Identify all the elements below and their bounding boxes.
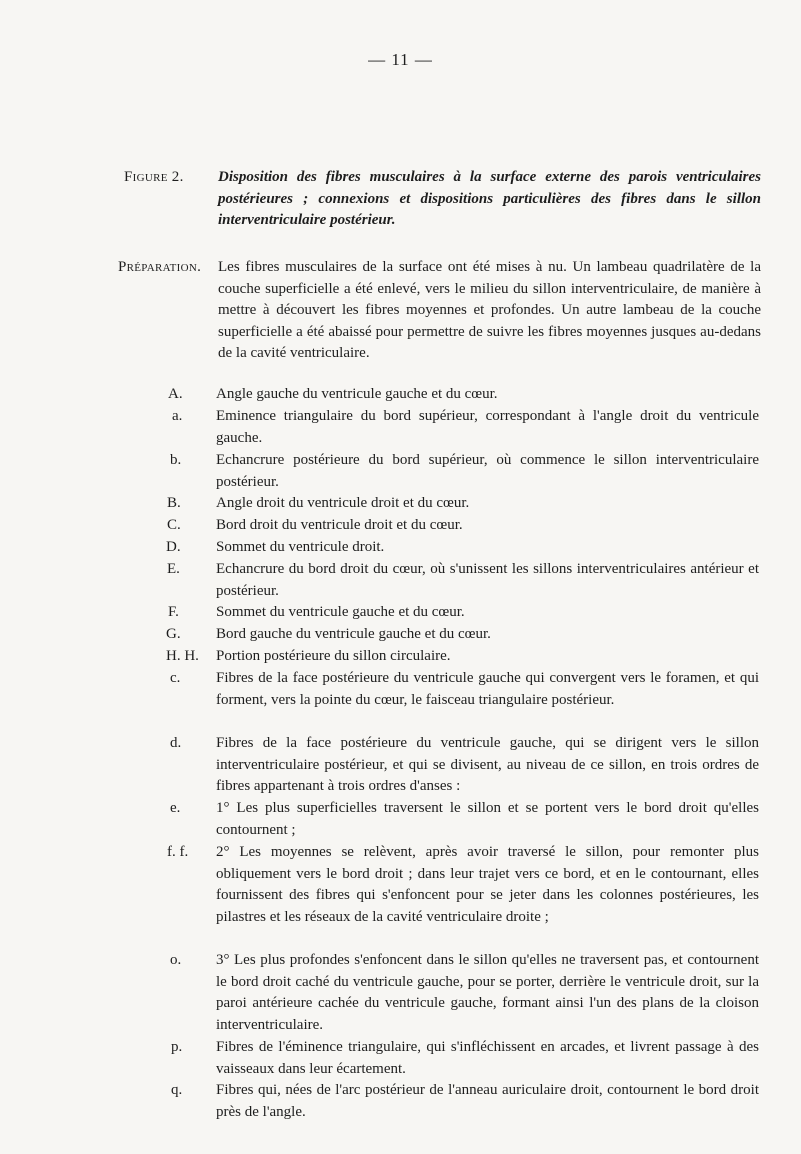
legend-text: Echancrure du bord droit du cœur, où s'unissent les sillons interventriculaires antérieur et postérieur. [216, 561, 759, 599]
legend-key: A. [168, 386, 183, 402]
legend-key: o. [170, 952, 182, 968]
legend-text: Sommet du ventricule droit. [216, 539, 385, 555]
legend-text: Fibres de la face postérieure du ventricule gauche qui convergent vers le foramen, et qui forment, vers la pointe du cœur, le faisceau triangulaire postérieur. [216, 670, 759, 708]
page-number: — 11 — [368, 50, 433, 69]
legend-text: Bord gauche du ventricule gauche et du cœur. [216, 626, 491, 642]
legend-text: 1° Les plus superficielles traversent le sillon et se portent vers le bord droit qu'elles contournent ; [216, 800, 759, 838]
legend-key: p. [171, 1039, 183, 1055]
legend-key: f. f. [167, 844, 189, 860]
legend-key: q. [171, 1082, 183, 1098]
legend-key: H. H. [166, 648, 199, 664]
legend-key: a. [172, 408, 183, 424]
figure-label: Figure 2. [124, 169, 184, 185]
legend-key: C. [167, 517, 181, 533]
legend-text: Sommet du ventricule gauche et du cœur. [216, 604, 465, 620]
legend-text: Eminence triangulaire du bord supérieur, correspondant à l'angle droit du ventricule gauche. [216, 408, 759, 446]
legend-key: D. [166, 539, 181, 555]
legend-text: 2° Les moyennes se relèvent, après avoir traversé le sillon, pour remonter plus obliquement vers le bord droit ; dans leur trajet vers ce bord, et en le contournant, elles fournissent des fibres qui s'enfoncent pour se jeter dans les colonnes postérieures, les pilastres et les réseaux de la cavité ventriculaire droite ; [216, 844, 759, 925]
legend-text: Fibres qui, nées de l'arc postérieur de l'anneau auriculaire droit, contournent le bord droit près de l'angle. [216, 1082, 759, 1120]
preparation-text: Les fibres musculaires de la surface ont été mises à nu. Un lambeau quadrilatère de la couche superficielle a été enlevé, vers le milieu du sillon interventriculaire, de manière à mettre à découvert les fibres moyennes et profondes. Un autre lambeau de la couche superficielle a été abaissé pour permettre de suivre les fibres moyennes jusques au-dedans de la cavité ventriculaire. [218, 259, 761, 361]
legend-key: c. [170, 670, 181, 686]
figure-title: Disposition des fibres musculaires à la surface externe des parois ventriculaires postérieures ; connexions et dispositions particulières des fibres dans le sillon interventriculaire postérieur. [218, 169, 761, 228]
legend-key: F. [168, 604, 179, 620]
legend-text: Fibres de la face postérieure du ventricule gauche, qui se dirigent vers le sillon interventriculaire postérieur, et qui se divisent, au niveau de ce sillon, en trois ordres de fibres appartenant à trois ordres d'anses : [216, 735, 759, 794]
legend-key: E. [167, 561, 180, 577]
legend-text: Angle gauche du ventricule gauche et du cœur. [216, 386, 498, 402]
preparation-label: Préparation. [118, 259, 202, 275]
legend-key: e. [170, 800, 181, 816]
legend-text: Echancrure postérieure du bord supérieur, où commence le sillon interventriculaire postérieur. [216, 452, 759, 490]
legend-key: b. [170, 452, 182, 468]
legend-text: Fibres de l'éminence triangulaire, qui s'infléchissent en arcades, et livrent passage à des vaisseaux dans leur écartement. [216, 1039, 759, 1077]
legend-key: G. [166, 626, 181, 642]
legend-text: Bord droit du ventricule droit et du cœur. [216, 517, 463, 533]
legend-text: 3° Les plus profondes s'enfoncent dans le sillon qu'elles ne traversent pas, et contournent le bord droit caché du ventricule gauche, pour se porter, derrière le ventricule droit, sur la paroi antérieure cachée du ventricule gauche, formant ainsi l'un des plans de la cloison interventriculaire. [216, 952, 759, 1033]
legend-key: d. [170, 735, 182, 751]
legend-text: Portion postérieure du sillon circulaire. [216, 648, 451, 664]
legend-text: Angle droit du ventricule droit et du cœur. [216, 495, 470, 511]
legend-key: B. [167, 495, 181, 511]
